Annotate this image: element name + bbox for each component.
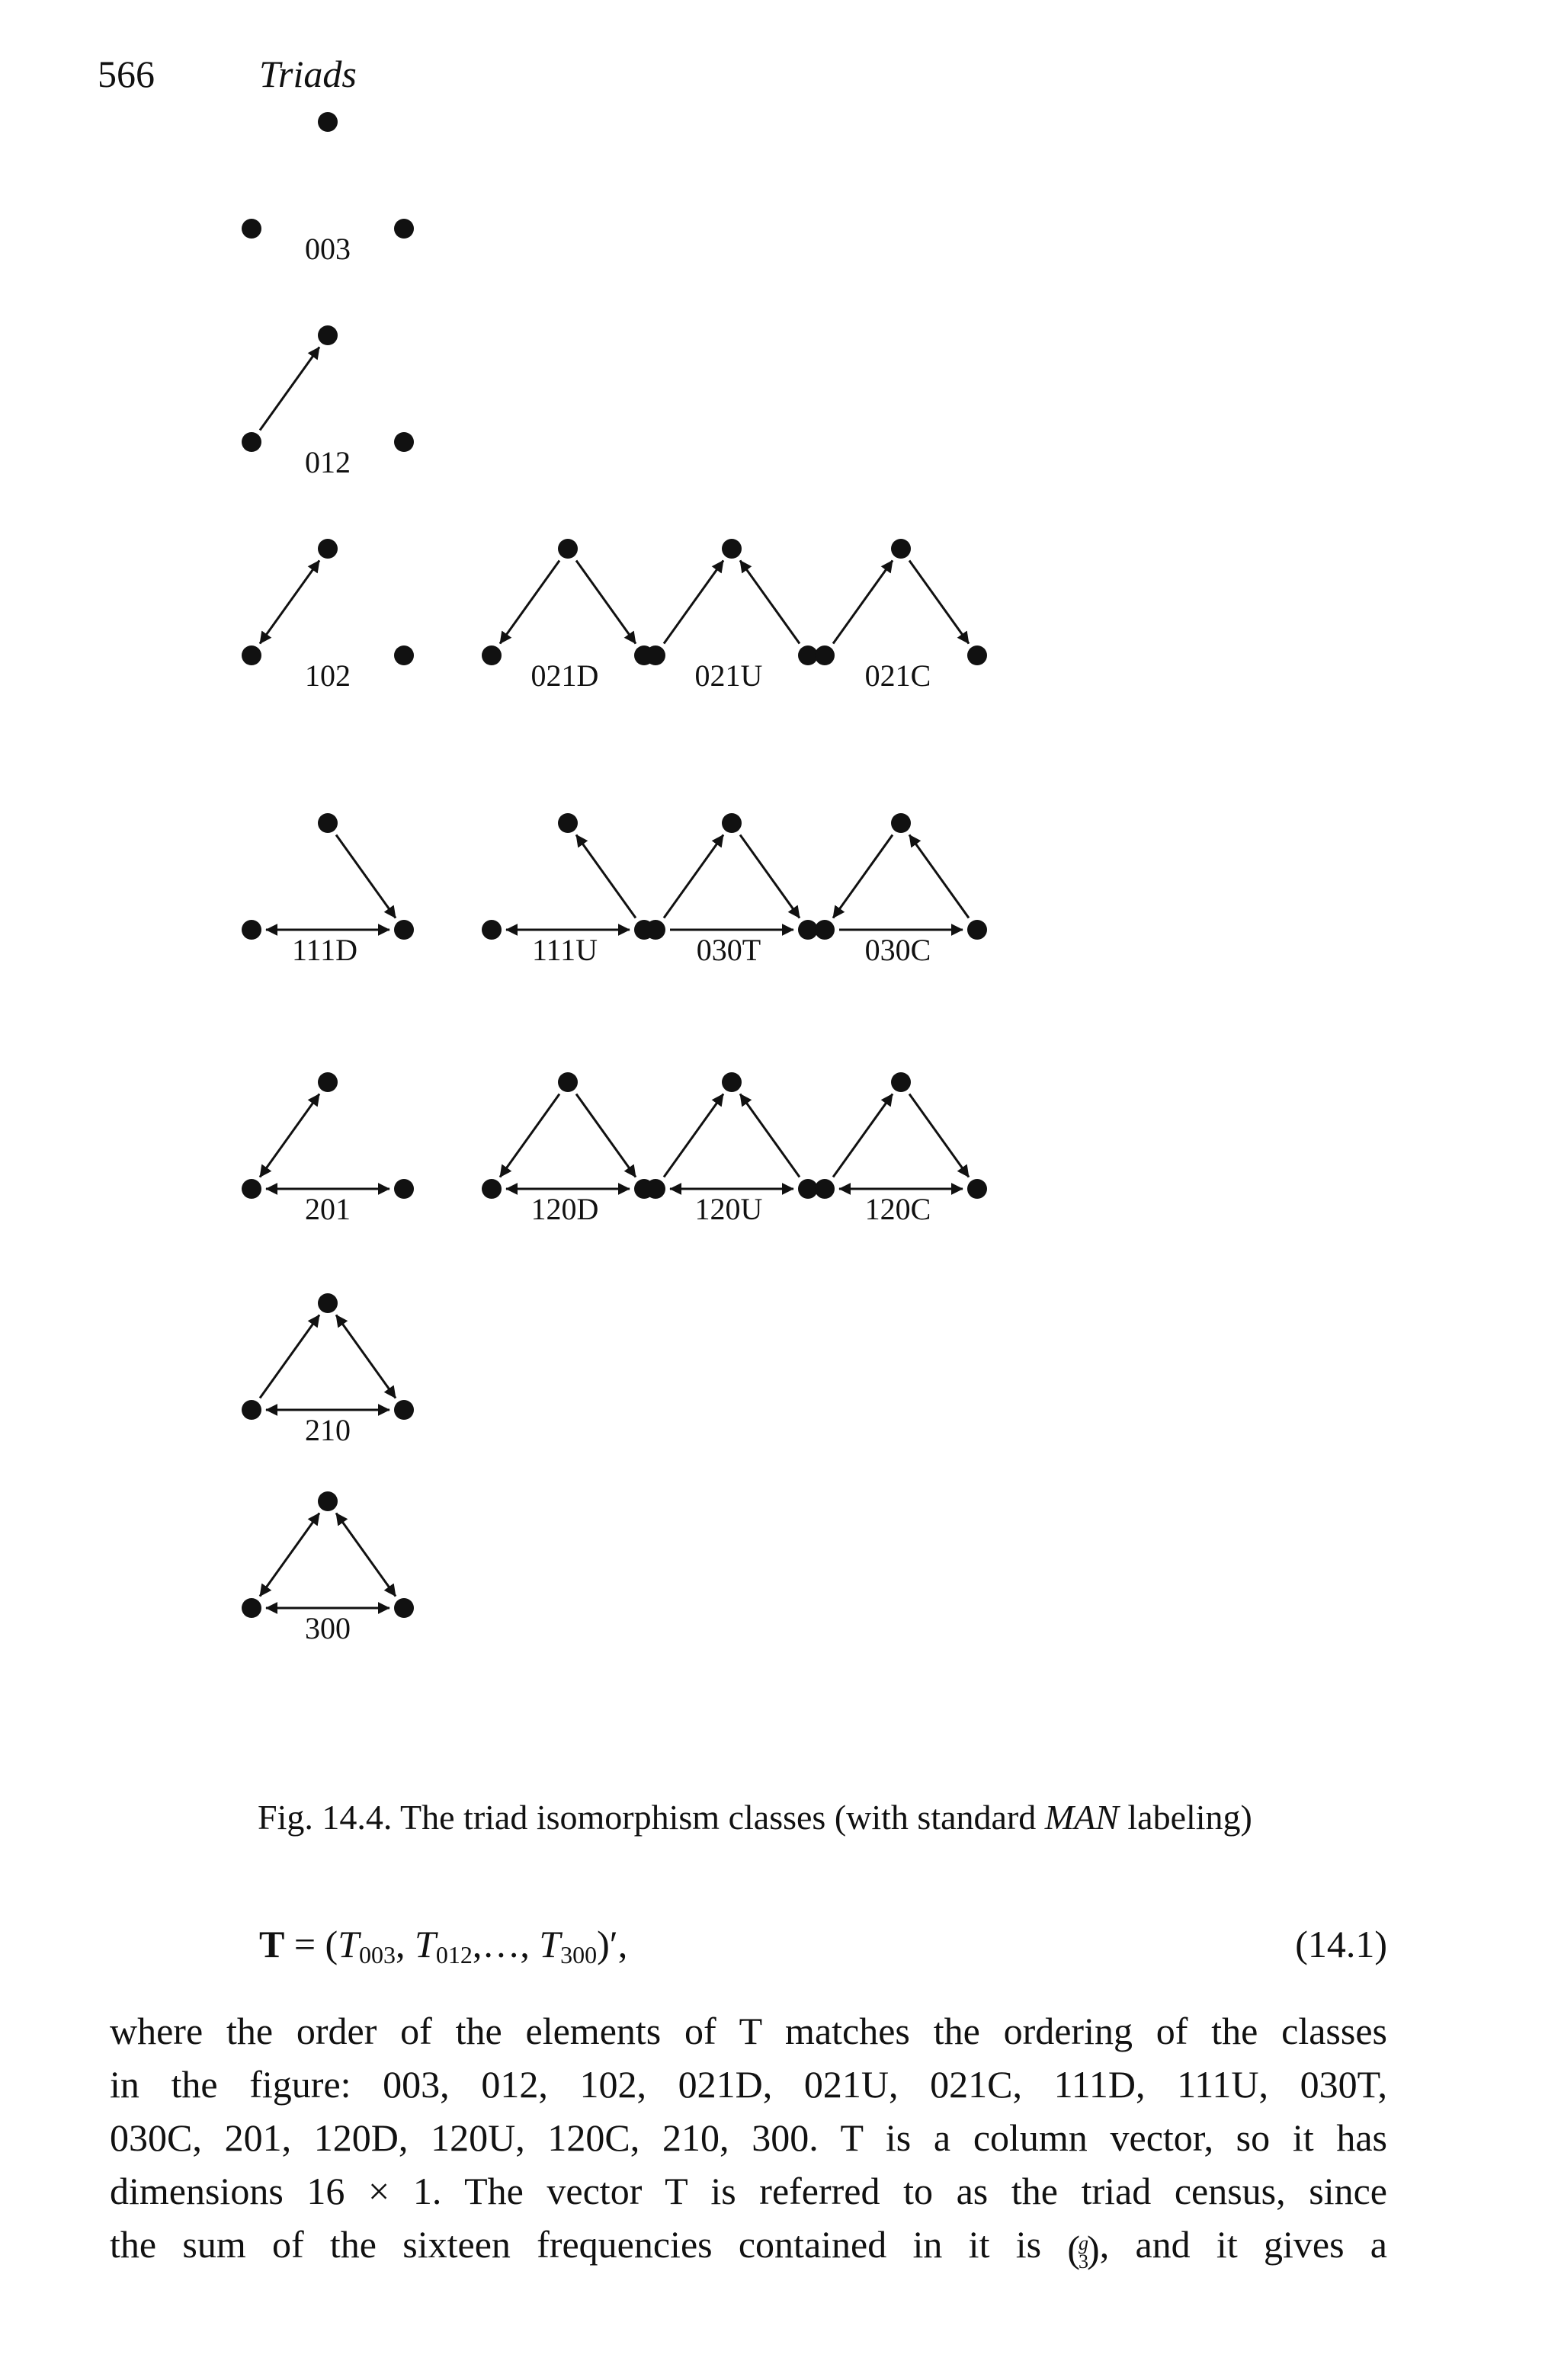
- actor-node: [394, 1400, 414, 1420]
- actor-node: [815, 1179, 835, 1199]
- text-line: 030C, 201, 120D, 120U, 120C, 210, 300. T is a column vector, so it has: [110, 2116, 1387, 2159]
- text-line: the sum of the sixteen frequencies contained in it is ( g 3 ), and it gives a: [110, 2218, 1387, 2276]
- actor-node: [646, 920, 665, 940]
- triad-label: 102: [305, 658, 351, 693]
- tie-arrow: [664, 835, 723, 918]
- tie-arrow: [909, 561, 969, 644]
- triad-030c: [815, 813, 987, 967]
- triad-003: [242, 112, 414, 266]
- triad-111d: [242, 813, 414, 967]
- actor-node: [558, 1072, 578, 1092]
- triad-021d: [482, 539, 654, 693]
- tie-arrow: [260, 1514, 319, 1597]
- actor-node: [967, 1179, 987, 1199]
- actor-node: [318, 1072, 338, 1092]
- tie-arrow: [260, 1094, 319, 1177]
- triad-102: [242, 539, 414, 693]
- body-paragraph: [110, 2004, 1387, 2276]
- triad-030t: [646, 813, 818, 967]
- running-title: Triads: [259, 53, 357, 95]
- actor-node: [318, 813, 338, 833]
- actor-node: [242, 219, 261, 239]
- tie-arrow: [909, 1094, 969, 1177]
- triad-012: [242, 325, 414, 479]
- triad-210: [242, 1293, 414, 1447]
- actor-node: [318, 325, 338, 345]
- actor-node: [242, 1179, 261, 1199]
- tie-arrow: [576, 1094, 636, 1177]
- actor-node: [318, 1491, 338, 1511]
- triad-label: 120U: [694, 1192, 763, 1226]
- tie-arrow: [336, 1315, 396, 1398]
- equation-14-1: [0, 1922, 1561, 1975]
- triad-label: 012: [305, 445, 351, 479]
- tie-arrow: [576, 561, 636, 644]
- actor-node: [891, 1072, 911, 1092]
- actor-node: [967, 645, 987, 665]
- actor-node: [318, 112, 338, 132]
- actor-node: [722, 1072, 742, 1092]
- binomial-coefficient: ( g 3 ): [1067, 2227, 1100, 2273]
- tie-arrow: [664, 561, 723, 644]
- triad-label: 210: [305, 1413, 351, 1447]
- triad-300: [242, 1491, 414, 1645]
- actor-node: [394, 219, 414, 239]
- triad-label: 111U: [532, 933, 598, 967]
- tie-arrow: [833, 835, 893, 918]
- text-line: where the order of the elements of T matches the ordering of the classes: [110, 2010, 1387, 2052]
- tie-arrow: [740, 561, 800, 644]
- actor-node: [242, 645, 261, 665]
- triad-021c: [815, 539, 987, 693]
- actor-node: [967, 920, 987, 940]
- tie-arrow: [740, 1094, 800, 1177]
- triad-label: 021D: [530, 658, 599, 693]
- actor-node: [394, 1598, 414, 1618]
- actor-node: [482, 1179, 502, 1199]
- tie-arrow: [740, 835, 800, 918]
- actor-node: [394, 1179, 414, 1199]
- triad-201: [242, 1072, 414, 1226]
- actor-node: [318, 539, 338, 559]
- actor-node: [482, 645, 502, 665]
- triad-111u: [482, 813, 654, 967]
- triad-label: 030T: [696, 933, 761, 967]
- actor-node: [891, 539, 911, 559]
- actor-node: [242, 432, 261, 452]
- actor-node: [646, 645, 665, 665]
- text-line: dimensions 16 × 1. The vector T is referred to as the triad census, since: [110, 2170, 1387, 2212]
- actor-node: [722, 539, 742, 559]
- figure-caption: Fig. 14.4. The triad isomorphism classes (with standard MAN labeling): [258, 1798, 1252, 1837]
- man-label: MAN: [1044, 1798, 1119, 1837]
- triad-label: 003: [305, 232, 351, 266]
- actor-node: [394, 920, 414, 940]
- triad-label: 021U: [694, 658, 763, 693]
- tie-arrow: [260, 561, 319, 644]
- actor-node: [242, 920, 261, 940]
- tie-arrow: [500, 1094, 559, 1177]
- tie-arrow: [336, 1514, 396, 1597]
- triad-label: 030C: [864, 933, 931, 967]
- actor-node: [558, 539, 578, 559]
- actor-node: [482, 920, 502, 940]
- actor-node: [318, 1293, 338, 1313]
- equation-number: (14.1): [1295, 1923, 1387, 1965]
- triad-label: 120D: [530, 1192, 599, 1226]
- equation-formula: $T = (T_{003}$, $T_{012},\dots$, $T_{300})'$,: [259, 1923, 628, 1968]
- triad-120c: [815, 1072, 987, 1226]
- tie-arrow: [576, 835, 636, 918]
- tie-arrow: [260, 1315, 319, 1398]
- triad-label: 021C: [864, 658, 931, 693]
- tie-arrow: [260, 348, 319, 431]
- actor-node: [558, 813, 578, 833]
- tie-arrow: [833, 561, 893, 644]
- page-number: 566: [98, 53, 155, 95]
- triad-120u: [646, 1072, 818, 1226]
- actor-node: [394, 645, 414, 665]
- triad-label: 111D: [292, 933, 357, 967]
- actor-node: [815, 645, 835, 665]
- triad-021u: [646, 539, 818, 693]
- triad-label: 300: [305, 1611, 351, 1645]
- tie-arrow: [500, 561, 559, 644]
- actor-node: [891, 813, 911, 833]
- triad-120d: [482, 1072, 654, 1226]
- triad-label: 201: [305, 1192, 351, 1226]
- tie-arrow: [909, 835, 969, 918]
- actor-node: [394, 432, 414, 452]
- text-line: in the figure: 003, 012, 102, 021D, 021U, 021C, 111D, 111U, 030T,: [110, 2063, 1387, 2106]
- actor-node: [242, 1400, 261, 1420]
- actor-node: [242, 1598, 261, 1618]
- tie-arrow: [833, 1094, 893, 1177]
- actor-node: [646, 1179, 665, 1199]
- tie-arrow: [664, 1094, 723, 1177]
- actor-node: [722, 813, 742, 833]
- actor-node: [815, 920, 835, 940]
- triad-label: 120C: [864, 1192, 931, 1226]
- tie-arrow: [336, 835, 396, 918]
